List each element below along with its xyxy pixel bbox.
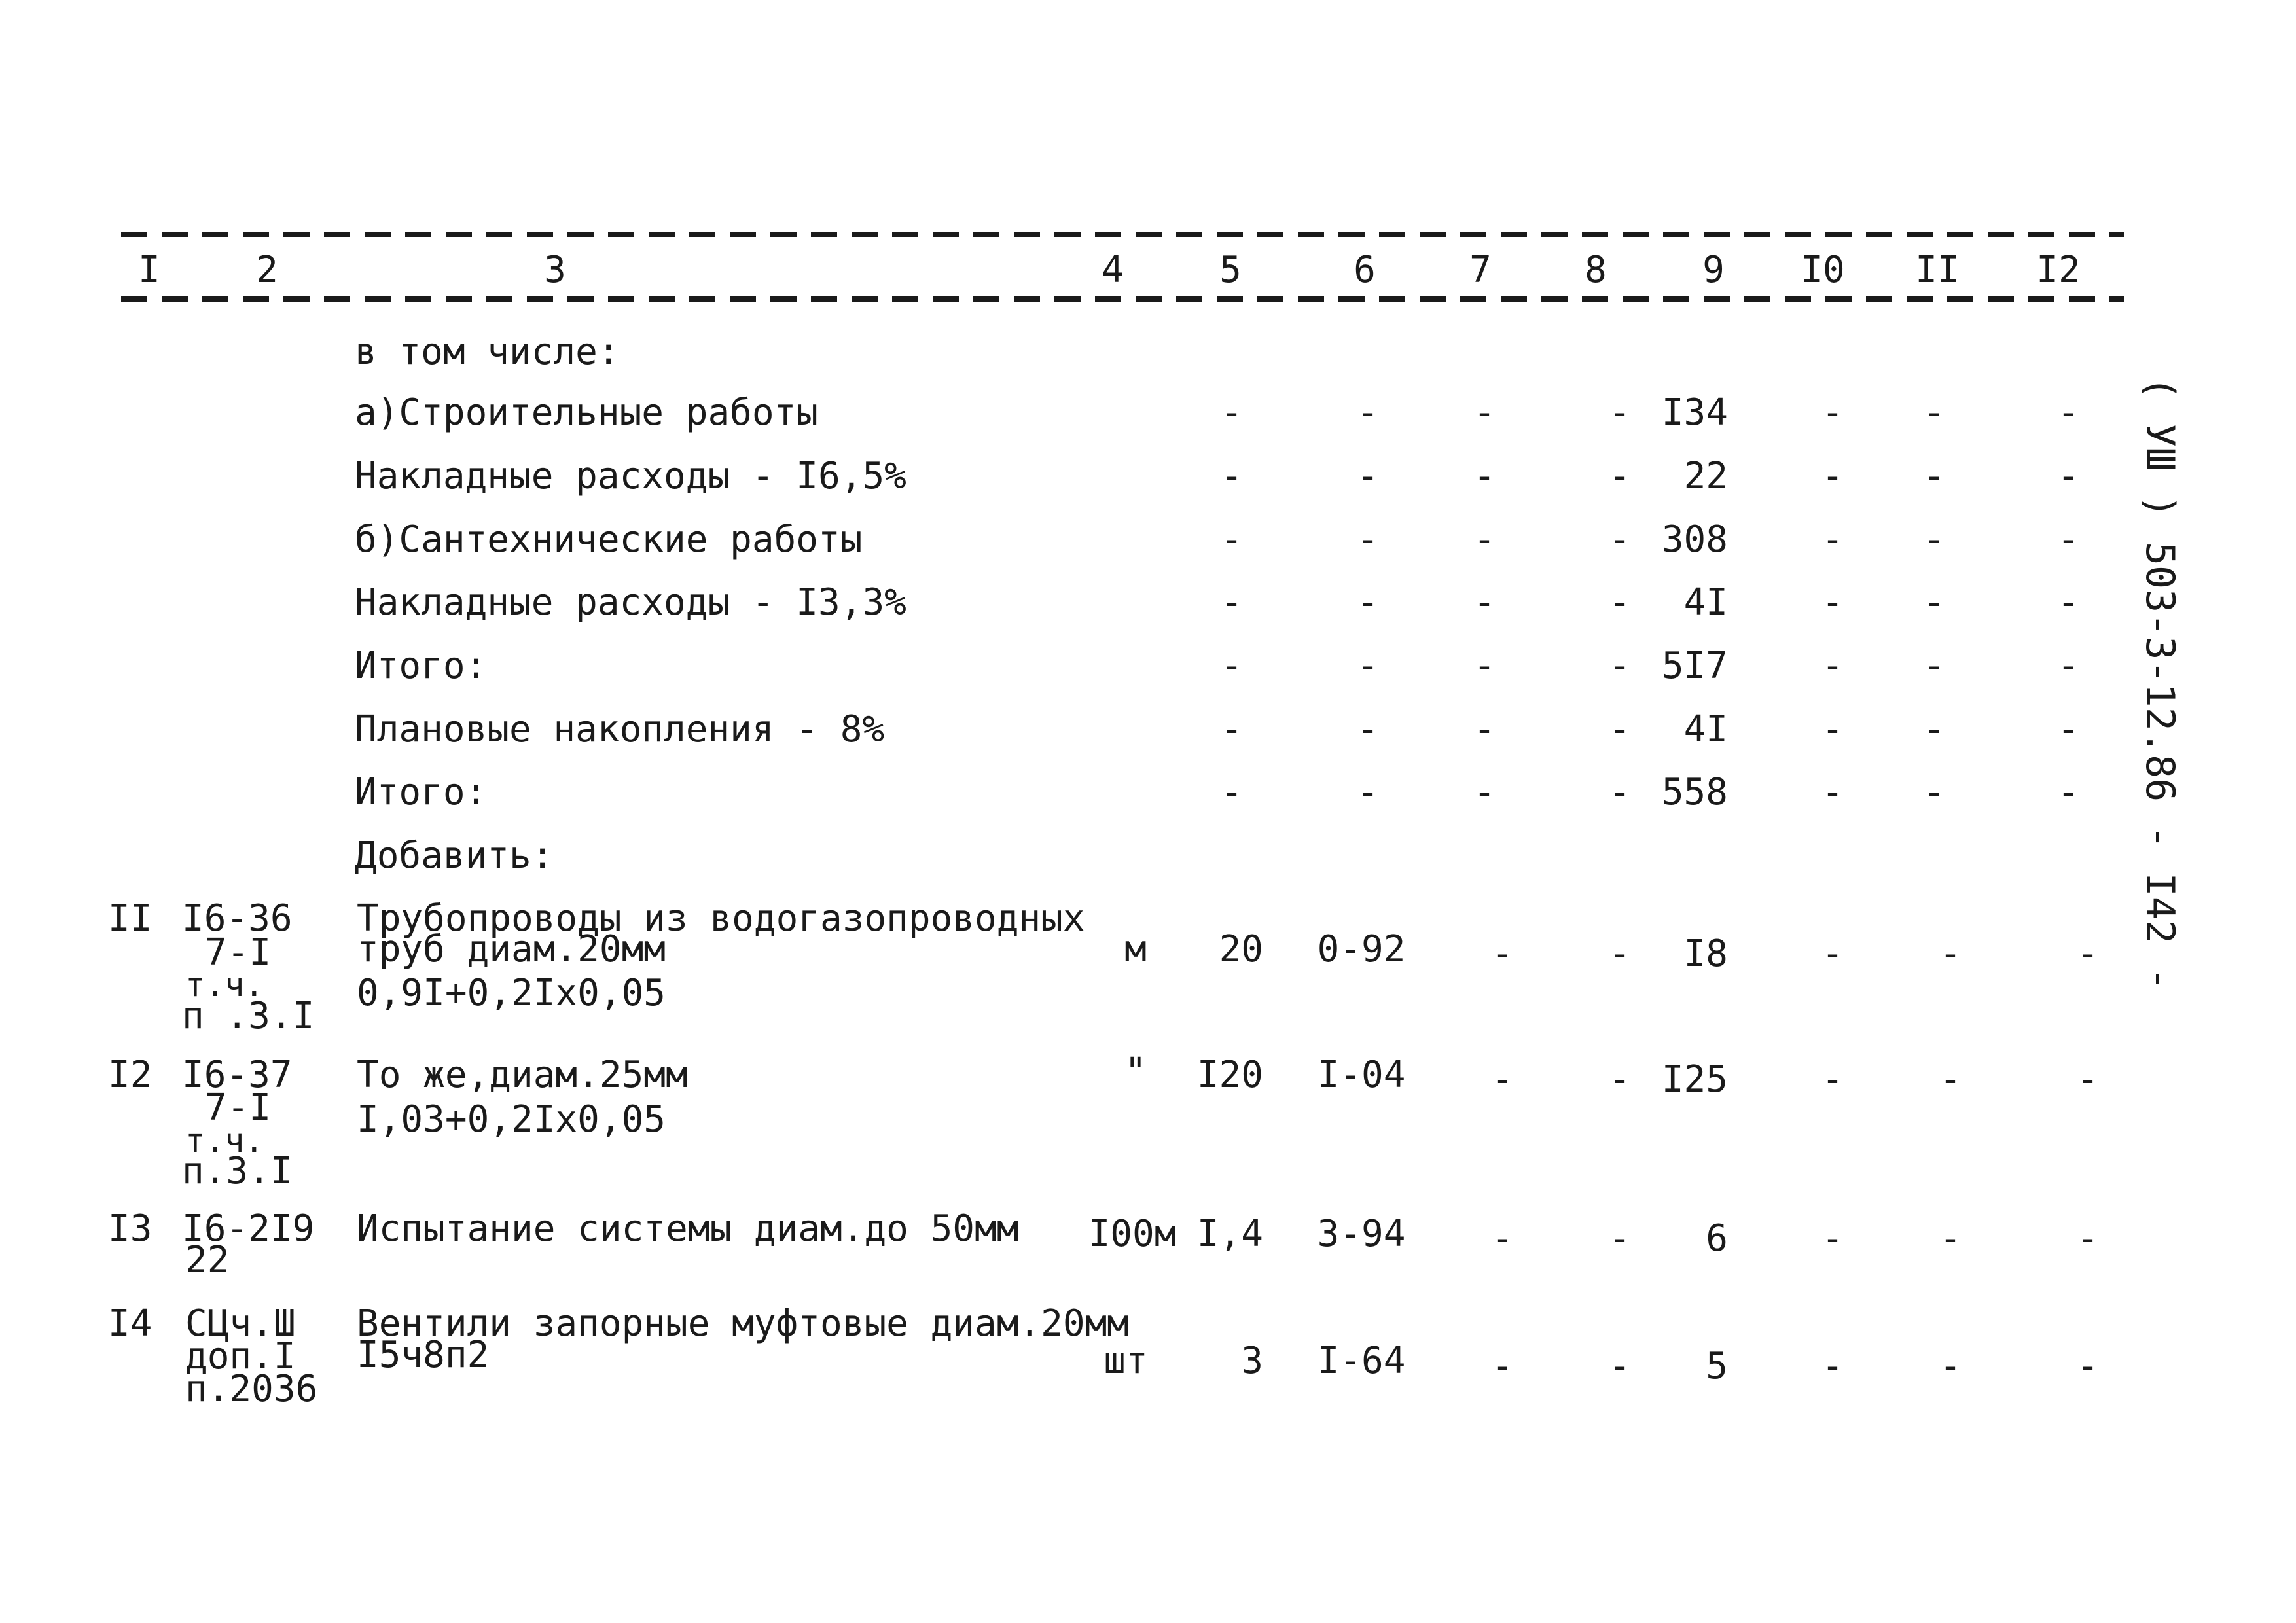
- item-desc-line: То же,диам.25мм: [357, 1054, 688, 1096]
- cell-c7: -: [1473, 708, 1496, 751]
- row-label: Плановые накопления - 8%: [355, 708, 885, 751]
- cell-c10: -: [1821, 1345, 1844, 1387]
- cell-c8: -: [1609, 1058, 1631, 1101]
- cell-c11: -: [1939, 1345, 1962, 1387]
- cell-c7: -: [1473, 518, 1496, 561]
- cell-c9: 5: [1706, 1345, 1728, 1387]
- item-code-line: I6-36: [182, 897, 293, 940]
- cell-c9: I25: [1661, 1058, 1728, 1101]
- item-number: I4: [108, 1302, 152, 1345]
- cell-c10: -: [1821, 1217, 1844, 1260]
- cell-c9: 4I: [1683, 581, 1728, 624]
- add-label: Добавить:: [355, 834, 554, 877]
- row-label: Накладные расходы - I6,5%: [355, 455, 906, 497]
- cell-c12: -: [2057, 645, 2079, 687]
- cell-c10: -: [1821, 771, 1844, 813]
- col-header-2: 2: [256, 249, 278, 291]
- item-quantity: 20: [1219, 928, 1263, 971]
- cell-c9: 558: [1661, 771, 1728, 813]
- col-header-10: I0: [1801, 249, 1845, 291]
- cell-c9: 5I7: [1661, 645, 1728, 687]
- item-code-line: п.3.I: [182, 1150, 293, 1192]
- col-header-11: II: [1915, 249, 1960, 291]
- cell-c5: -: [1221, 518, 1243, 561]
- item-number: I3: [108, 1207, 152, 1250]
- item-code-line: 7-I: [205, 1086, 272, 1129]
- cell-c10: -: [1821, 708, 1844, 751]
- cell-c8: -: [1609, 581, 1631, 624]
- cell-c5: -: [1221, 645, 1243, 687]
- item-price: I-64: [1317, 1340, 1406, 1382]
- cell-c8: -: [1609, 1217, 1631, 1260]
- item-desc-line: Трубопроводы из водогазопроводных: [357, 897, 1085, 940]
- cell-c10: -: [1821, 391, 1844, 434]
- item-price: I-04: [1317, 1054, 1406, 1096]
- cell-c6: -: [1357, 645, 1379, 687]
- row-label: Накладные расходы - I3,3%: [355, 581, 906, 624]
- col-header-1: I: [138, 249, 160, 291]
- subtotal-heading: в том числе:: [355, 330, 620, 373]
- cell-c5: -: [1221, 455, 1243, 497]
- col-header-9: 9: [1702, 249, 1725, 291]
- row-label: Итого:: [355, 771, 488, 813]
- cell-c9: I8: [1683, 933, 1728, 975]
- cell-c7: -: [1491, 1217, 1513, 1260]
- col-header-3: 3: [544, 249, 566, 291]
- item-desc-line: Вентили запорные муфтовые диам.20мм: [357, 1302, 1130, 1345]
- document-code-stamp: ( УШ ) 503-3-12.86 - I42 -: [2137, 376, 2183, 991]
- item-code-line: т.ч.: [185, 1122, 264, 1160]
- cell-c11: -: [1923, 771, 1945, 813]
- cell-c5: -: [1221, 391, 1243, 434]
- cell-c6: -: [1357, 708, 1379, 751]
- item-number: II: [108, 897, 152, 940]
- item-code-line: доп.I: [185, 1335, 296, 1378]
- cell-c7: -: [1473, 455, 1496, 497]
- cell-c6: -: [1357, 771, 1379, 813]
- item-desc-line: Испытание системы диам.до 50мм: [357, 1207, 1019, 1250]
- cell-c11: -: [1923, 645, 1945, 687]
- cell-c11: -: [1923, 455, 1945, 497]
- item-code-line: I6-37: [182, 1054, 293, 1096]
- item-code-line: 22: [185, 1239, 230, 1281]
- cell-c10: -: [1821, 933, 1844, 975]
- col-header-12: I2: [2036, 249, 2081, 291]
- cell-c11: -: [1923, 581, 1945, 624]
- cell-c6: -: [1357, 581, 1379, 624]
- col-header-4: 4: [1102, 249, 1124, 291]
- cell-c11: -: [1923, 518, 1945, 561]
- cell-c11: -: [1939, 1217, 1962, 1260]
- cell-c5: -: [1221, 581, 1243, 624]
- cell-c8: -: [1609, 518, 1631, 561]
- cell-c6: -: [1357, 518, 1379, 561]
- item-price: 3-94: [1317, 1213, 1406, 1255]
- cell-c5: -: [1221, 771, 1243, 813]
- cell-c11: -: [1923, 391, 1945, 434]
- item-unit: I00м: [1088, 1213, 1177, 1255]
- cell-c7: -: [1473, 771, 1496, 813]
- cell-c12: -: [2057, 455, 2079, 497]
- cell-c6: -: [1357, 391, 1379, 434]
- cell-c8: -: [1609, 933, 1631, 975]
- col-header-5: 5: [1219, 249, 1242, 291]
- cell-c8: -: [1609, 771, 1631, 813]
- item-code-line: п .3.I: [182, 995, 315, 1037]
- cell-c10: -: [1821, 518, 1844, 561]
- cell-c8: -: [1609, 708, 1631, 751]
- item-quantity: I,4: [1196, 1213, 1263, 1255]
- cell-c8: -: [1609, 391, 1631, 434]
- item-unit: шт: [1103, 1340, 1148, 1382]
- cell-c8: -: [1609, 1345, 1631, 1387]
- item-quantity: I20: [1196, 1054, 1263, 1096]
- item-formula: I,03+0,2Ix0,05: [357, 1098, 666, 1141]
- item-desc-line: I5ч8п2: [357, 1334, 490, 1376]
- cell-c8: -: [1609, 645, 1631, 687]
- item-code-line: СЦч.Ш: [185, 1302, 296, 1345]
- row-label: Итого:: [355, 645, 488, 687]
- cell-c9: 4I: [1683, 708, 1728, 751]
- col-header-6: 6: [1354, 249, 1376, 291]
- cell-c7: -: [1491, 1345, 1513, 1387]
- item-code-line: 7-I: [205, 931, 272, 974]
- cell-c9: 6: [1706, 1217, 1728, 1260]
- cell-c9: I34: [1661, 391, 1728, 434]
- cell-c12: -: [2077, 933, 2099, 975]
- cell-c9: 22: [1683, 455, 1728, 497]
- cell-c10: -: [1821, 455, 1844, 497]
- item-formula: 0,9I+0,2Ix0,05: [357, 972, 666, 1014]
- col-header-7: 7: [1469, 249, 1492, 291]
- cell-c5: -: [1221, 708, 1243, 751]
- cell-c11: -: [1923, 708, 1945, 751]
- row-label: б)Сантехнические работы: [355, 518, 863, 561]
- cell-c12: -: [2057, 518, 2079, 561]
- cell-c10: -: [1821, 581, 1844, 624]
- cell-c7: -: [1473, 581, 1496, 624]
- item-price: 0-92: [1317, 928, 1406, 971]
- item-unit: м: [1124, 928, 1147, 971]
- cell-c8: -: [1609, 455, 1631, 497]
- cell-c12: -: [2057, 581, 2079, 624]
- cell-c10: -: [1821, 1058, 1844, 1101]
- cell-c7: -: [1491, 933, 1513, 975]
- item-desc-line: труб диам.20мм: [357, 928, 666, 971]
- col-header-8: 8: [1585, 249, 1607, 291]
- cell-c7: -: [1491, 1058, 1513, 1101]
- header-bottom-rule: [121, 296, 2124, 302]
- cell-c10: -: [1821, 645, 1844, 687]
- item-quantity: 3: [1241, 1340, 1263, 1382]
- cell-c11: -: [1939, 1058, 1962, 1101]
- cell-c12: -: [2057, 708, 2079, 751]
- item-code-line: I6-2I9: [182, 1207, 315, 1250]
- item-code-line: п.2036: [185, 1368, 318, 1410]
- cell-c6: -: [1357, 455, 1379, 497]
- cell-c12: -: [2077, 1058, 2099, 1101]
- row-label: а)Строительные работы: [355, 391, 819, 434]
- cell-c9: 308: [1661, 518, 1728, 561]
- cell-c11: -: [1939, 933, 1962, 975]
- item-number: I2: [108, 1054, 152, 1096]
- cell-c7: -: [1473, 645, 1496, 687]
- cell-c12: -: [2077, 1217, 2099, 1260]
- item-code-line: т.ч.: [185, 966, 264, 1004]
- cell-c12: -: [2057, 771, 2079, 813]
- cell-c12: -: [2057, 391, 2079, 434]
- cell-c7: -: [1473, 391, 1496, 434]
- cell-c12: -: [2077, 1345, 2099, 1387]
- header-top-rule: [121, 232, 2124, 237]
- item-unit: ": [1124, 1050, 1147, 1093]
